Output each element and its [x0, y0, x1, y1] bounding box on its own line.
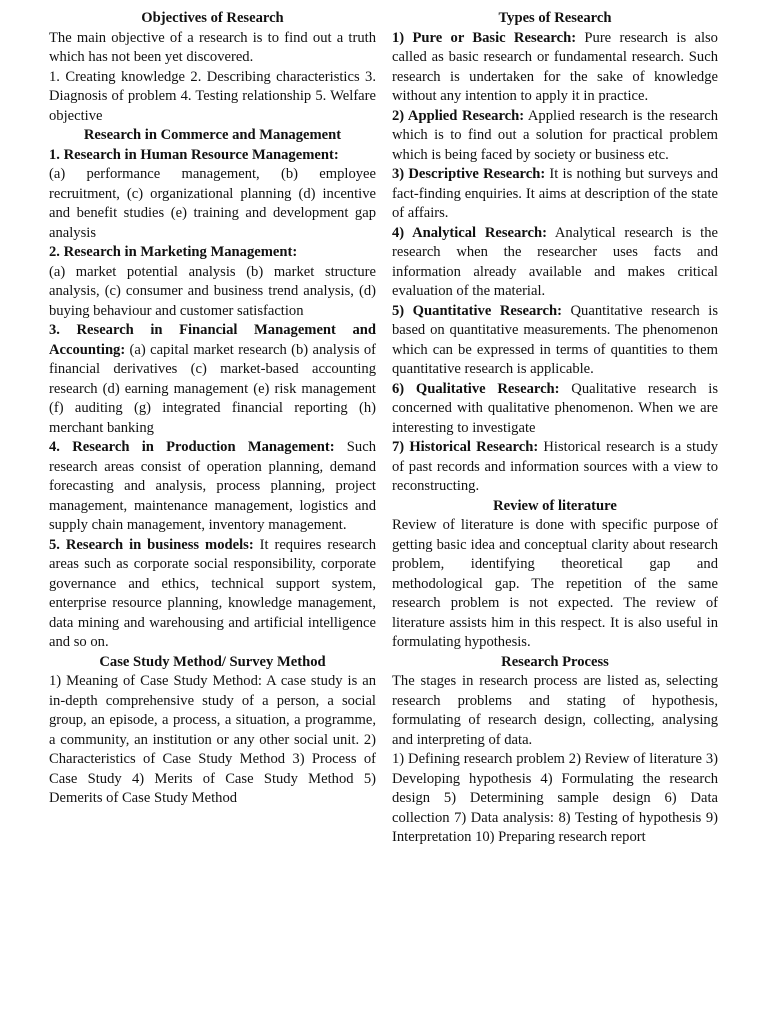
case-study-text: 1) Meaning of Case Study Method: A case study is an in-depth comprehensive study of a person, a social group, an episode, a process, a situation, a programme, a community, an institution or any other social unit. 2) Characteristics of Case Study Method 3) Process of Case Study 4) Merits of Case Study Method 5) Demerits of Case Study Method	[49, 673, 376, 806]
business-text: It requires research areas such as corporate social responsibility, corporate governance and ethics, technical support system, enterprise resource planning, knowledge management, data mining and warehousing and artificial intelligence and so on.	[49, 536, 376, 650]
review-heading: Review of literature	[493, 497, 617, 514]
hrm-title: 1. Research in Human Resource Management:	[49, 146, 339, 163]
process-heading: Research Process	[501, 653, 609, 670]
hrm-text: (a) performance management, (b) employee recruitment, (c) organizational planning (d) incentive and benefit studies (e) training and development gap analysis	[49, 166, 376, 241]
finance-text: (a) capital market research (b) analysis of financial derivatives (c) market-based accounting research (d) earning management (e) risk management (f) auditing (g) integrated financial reporting (h) merchant banking	[49, 341, 376, 436]
finance-paragraph	[49, 321, 376, 438]
commerce-heading: Research in Commerce and Management	[83, 127, 342, 143]
type-7: 7) Historical Research: Historical research is a study of past records and information sources with a view to reconstructing.	[392, 439, 718, 494]
production-text: Such research areas consist of operation planning, demand forecasting and analysis, process planning, project management, maintenance management, logistics and supply chain management, inventory management.	[49, 439, 376, 533]
objectives-heading: Objectives of Research	[141, 10, 284, 26]
right-column	[392, 9, 718, 848]
type-4: 4) Analytical Research: Analytical research is the research when the researcher uses facts and information already available and makes critical evaluation of the material.	[392, 224, 718, 299]
type-6: 6) Qualitative Research: Qualitative research is concerned with qualitative phenomenon. When we are interesting to investigate	[392, 380, 719, 436]
business-paragraph	[49, 536, 376, 653]
case-study-heading: Case Study Method/ Survey Method	[99, 653, 326, 670]
marketing-text: (a) market potential analysis (b) market structure analysis, (c) consumer and business trend analysis, (d) buying behaviour and customer satisfaction	[49, 263, 376, 319]
type-5: 5) Quantitative Research: Quantitative research is based on quantitative measurements. The phenomenon which can be expressed in terms of quantities to them quantitative research is applicable.	[392, 302, 719, 377]
type-1: 1) Pure or Basic Research: Pure research is also called as basic research or fundamental research. Such research is undertaken for the sake of knowledge without any intention to apply it in practice.	[392, 29, 718, 104]
types-heading: Types of Research	[498, 10, 612, 26]
business-title: 5. Research in business models:	[49, 536, 254, 553]
review-text: Review of literature is done with specific purpose of getting basic idea and conceptual clarity about research problem, identifying theoretical gap and methodological gap. The repetition of the same research problem is not expected. The review of literature assists him in this respect. It is also useful in formulating hypothesis.	[392, 517, 718, 650]
type-3: 3) Descriptive Research: It is nothing but surveys and fact-finding enquiries. It aims at description of the state of affairs.	[392, 166, 718, 221]
production-paragraph	[49, 438, 376, 536]
process-steps: 1) Defining research problem 2) Review of literature 3) Developing hypothesis 4) Formulating the research design 5) Determining sample design 6) Data collection 7) Data analysis: 8) Testing of hypothesis 9) Interpretation 10) Preparing research report	[392, 751, 718, 845]
objectives-list: 1. Creating knowledge 2. Describing characteristics 3. Diagnosis of problem 4. Testing relationship 5. Welfare objective	[49, 68, 376, 124]
production-title: 4. Research in Production Management:	[49, 439, 335, 455]
objectives-paragraph: The main objective of a research is to find out a truth which has not been yet discovered.	[49, 29, 376, 65]
type-2: 2) Applied Research: Applied research is the research which is to find out a solution for practical problem which is being faced by society or business etc.	[392, 107, 718, 163]
process-intro: The stages in research process are listed as, selecting research problems and stating of hypothesis, formulating of research design, collecting, analysing and interpreting of data.	[392, 673, 718, 748]
left-column	[49, 9, 376, 809]
marketing-title: 2. Research in Marketing Management:	[49, 244, 298, 260]
finance-title: 3. Research in Financial Management and Accounting:	[49, 322, 376, 358]
